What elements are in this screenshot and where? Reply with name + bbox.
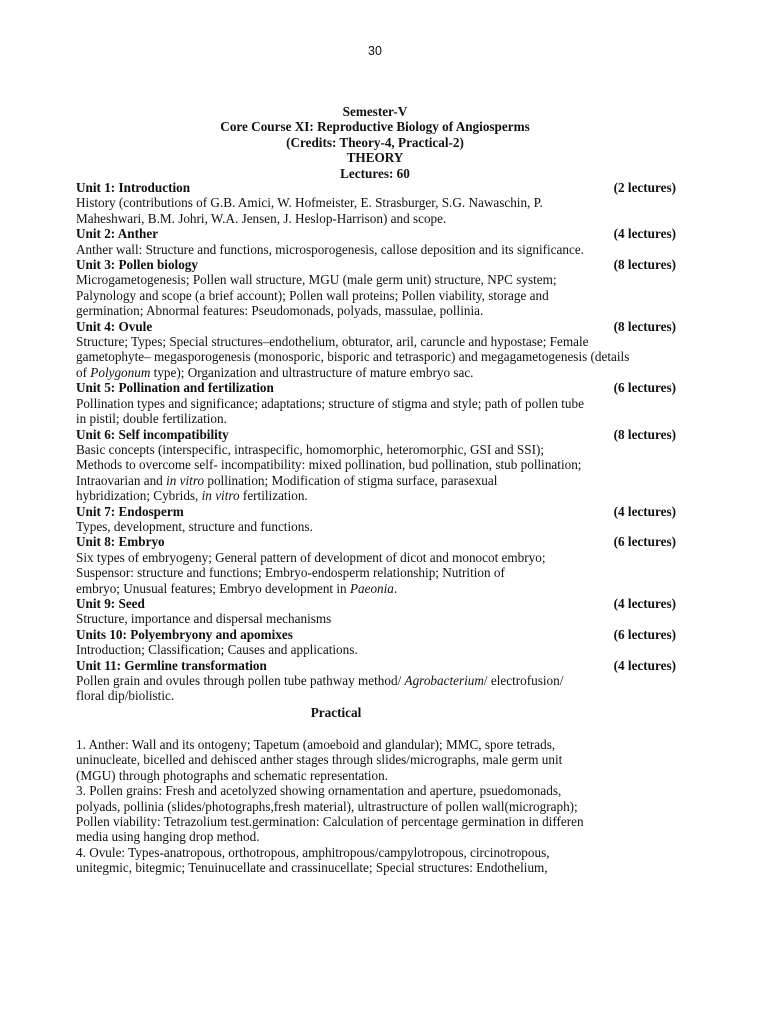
unit-title: Unit 11: Germline transformation — [76, 657, 267, 673]
practical-line: unitegmic, bitegmic; Tenuinucellate and crassinucellate; Special structures: Endothelium, — [76, 860, 548, 876]
unit-text-line: Structure; Types; Special structures–endothelium, obturator, aril, caruncle and hypostase; Female — [76, 334, 589, 350]
unit-heading — [76, 180, 676, 195]
unit-heading — [76, 504, 676, 519]
unit-title: Unit 1: Introduction — [76, 180, 191, 195]
unit-lectures: (4 lectures) — [613, 503, 676, 519]
unit-text-line: gametophyte– megasporogenesis (monosporic, bisporic and tetrasporic) and megagametogenesis (details — [76, 349, 630, 365]
unit-text-line: Pollination types and significance; adaptations; structure of stigma and style; path of pollen tube — [76, 395, 584, 411]
practical-line: polyads, pollinia (slides/photographs,fresh material), ultrastructure of pollen wall(micrograph); — [76, 798, 578, 814]
unit-title: Unit 9: Seed — [76, 595, 145, 611]
unit-lectures: (6 lectures) — [613, 380, 676, 396]
unit-text-line: History (contributions of G.B. Amici, W. Hofmeister, E. Strasburger, S.G. Nawaschin, P. — [76, 195, 543, 211]
unit-text-line: Structure, importance and dispersal mechanisms — [76, 611, 332, 627]
unit-heading — [76, 257, 676, 272]
practical-line: (MGU) through photographs and schematic representation. — [76, 767, 389, 783]
unit-text-line: Microgametogenesis; Pollen wall structure, MGU (male germ unit) structure, NPC system; — [76, 272, 557, 288]
unit-title: Units 10: Polyembryony and apomixes — [76, 626, 293, 642]
lectures-total: Lectures: 60 — [340, 165, 410, 181]
unit-text-line: Six types of embryogeny; General pattern of development of dicot and monocot embryo; — [76, 549, 546, 565]
text-segment: pollination; Modification of stigma surface, parasexual — [204, 472, 498, 488]
unit-text-line — [76, 488, 676, 503]
practical-line: 4. Ovule: Types-anatropous, orthotropous, amphitropous/campylotropous, circinotropous, — [76, 844, 550, 860]
unit-text-line: in pistil; double fertilization. — [76, 411, 227, 427]
unit-title: Unit 5: Pollination and fertilization — [76, 380, 274, 396]
practical-line: 1. Anther: Wall and its ontogeny; Tapetum (amoeboid and glandular); MMC, spore tetrads, — [76, 737, 556, 752]
practical-section — [76, 737, 676, 876]
unit-title: Unit 8: Embryo — [76, 534, 165, 550]
unit-heading — [76, 596, 676, 611]
unit-lectures: (4 lectures) — [613, 595, 676, 611]
unit-title: Unit 7: Endosperm — [76, 503, 184, 519]
text-segment: Intraovarian and — [76, 472, 167, 488]
unit-text-line — [76, 365, 676, 380]
unit-heading — [76, 534, 676, 549]
unit-lectures: (4 lectures) — [613, 657, 676, 673]
unit-heading — [76, 226, 676, 241]
unit-lectures: (6 lectures) — [613, 534, 676, 550]
text-segment: / electrofusion/ — [483, 673, 564, 688]
text-segment: fertilization. — [239, 488, 308, 504]
unit-title: Unit 2: Anther — [76, 226, 159, 242]
italic-term: Agrobacterium — [404, 673, 484, 688]
unit-text-line: Types, development, structure and functions. — [76, 518, 313, 534]
unit-title: Unit 4: Ovule — [76, 318, 153, 334]
unit-title: Unit 6: Self incompatibility — [76, 426, 229, 442]
unit-title: Unit 3: Pollen biology — [76, 257, 198, 273]
text-segment: embryo; Unusual features; Embryo development in — [76, 580, 350, 596]
italic-term: Polygonum — [90, 364, 151, 380]
unit-text-line: Suspensor: structure and functions; Embryo-endosperm relationship; Nutrition of — [76, 565, 505, 581]
unit-heading — [76, 627, 676, 642]
unit-text-line — [76, 473, 676, 488]
unit-lectures: (8 lectures) — [613, 318, 676, 334]
text-segment: type); Organization and ultrastructure of mature embryo sac. — [150, 364, 474, 380]
unit-heading — [76, 658, 676, 673]
unit-text-line: Palynology and scope (a brief account); Pollen wall proteins; Pollen viability, storage and — [76, 287, 549, 303]
italic-term: Paeonia — [349, 580, 394, 596]
unit-text-line: floral dip/biolistic. — [76, 688, 175, 704]
practical-line: uninucleate, bicelled and dehisced anther stages through slides/micrographs, male germ unit — [76, 752, 563, 768]
text-segment: hybridization; Cybrids, — [76, 488, 202, 504]
unit-text-line: germination; Abnormal features: Pseudomonads, polyads, massulae, pollinia. — [76, 303, 484, 319]
unit-lectures: (6 lectures) — [613, 626, 676, 642]
unit-text-line — [76, 673, 676, 688]
semester-title: Semester-V — [342, 104, 408, 119]
theory-heading: THEORY — [346, 150, 404, 166]
practical-heading: Practical — [310, 705, 362, 720]
text-segment: of — [76, 364, 91, 380]
unit-text-line: Methods to overcome self- incompatibility: mixed pollination, bud pollination, stub pollination; — [76, 457, 582, 473]
practical-line: 3. Pollen grains: Fresh and acetolyzed showing ornamentation and aperture, psuedomonads, — [76, 783, 562, 799]
unit-heading — [76, 380, 676, 395]
page-number: 30 — [368, 44, 382, 58]
unit-heading — [76, 319, 676, 334]
unit-text-line: Maheshwari, B.M. Johri, W.A. Jensen, J. Heslop-Harrison) and scope. — [76, 210, 447, 226]
unit-text-line: Basic concepts (interspecific, intraspecific, homomorphic, heteromorphic, GSI and SSI); — [76, 441, 545, 457]
unit-heading — [76, 427, 676, 442]
italic-term: in vitro — [201, 488, 240, 504]
unit-lectures: (2 lectures) — [613, 180, 676, 195]
unit-text-line: Introduction; Classification; Causes and applications. — [76, 642, 358, 658]
practical-line: Pollen viability: Tetrazolium test.germination: Calculation of percentage germination in differen — [76, 814, 584, 830]
text-segment: Pollen grain and ovules through pollen tube pathway method/ — [76, 673, 405, 688]
text-segment: . — [393, 580, 398, 596]
unit-lectures: (4 lectures) — [613, 226, 676, 242]
credits-line: (Credits: Theory-4, Practical-2) — [286, 134, 464, 150]
course-title: Core Course XI: Reproductive Biology of Angiosperms — [220, 119, 530, 135]
unit-lectures: (8 lectures) — [613, 426, 676, 442]
unit-text-line: Anther wall: Structure and functions, microsporogenesis, callose deposition and its significance. — [76, 241, 584, 257]
unit-lectures: (8 lectures) — [613, 257, 676, 273]
practical-line: media using hanging drop method. — [76, 829, 260, 845]
italic-term: in vitro — [166, 472, 205, 488]
theory-units — [76, 180, 676, 704]
course-header — [0, 104, 750, 181]
unit-text-line — [76, 581, 676, 596]
